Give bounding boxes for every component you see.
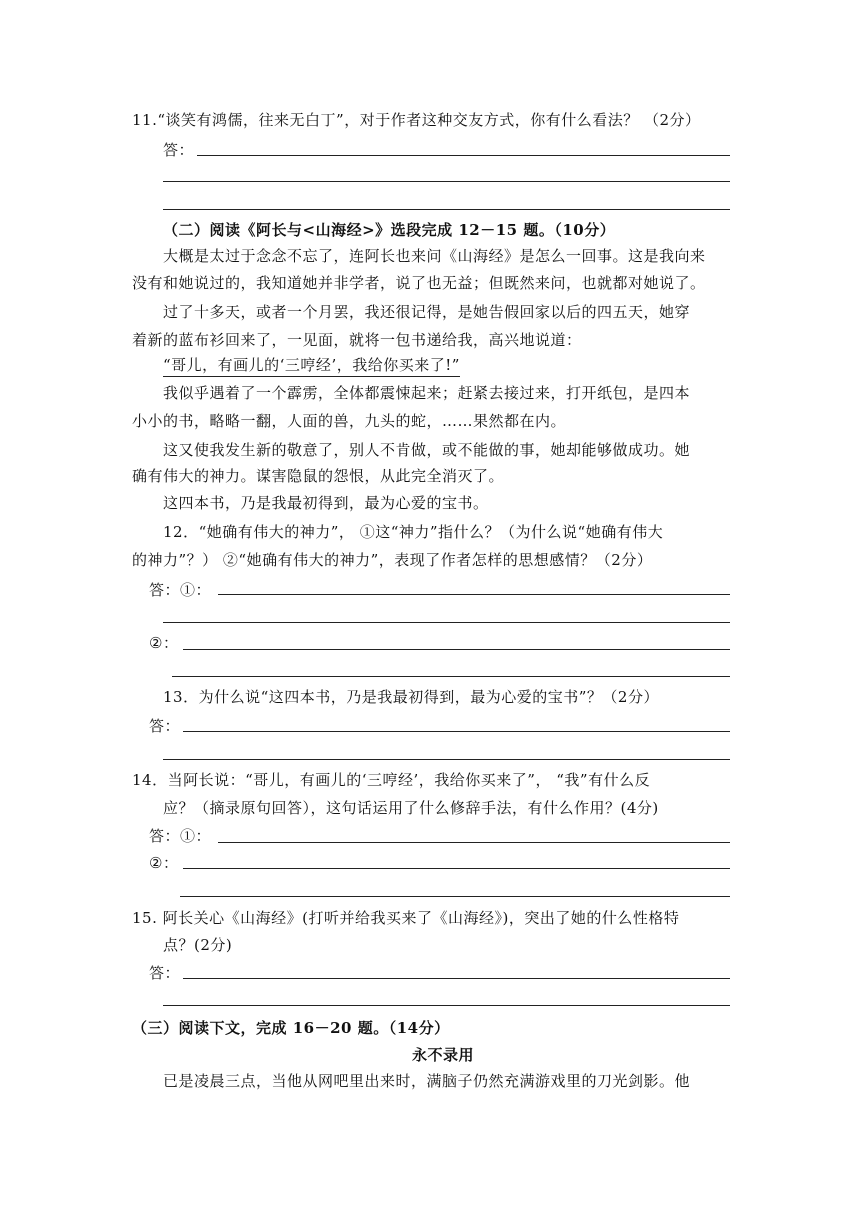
question-11: 11.“谈笑有鸿儒，往来无白丁”，对于作者这种交友方式，你有什么看法？ （2分） — [132, 111, 701, 129]
passage-line: 这又使我发生新的敬意了，别人不肯做，或不能做的事，她却能够做成功。她 — [163, 441, 691, 459]
answer-line — [172, 676, 730, 677]
passage-line: 大概是太过于念念不忘了，连阿长也来问《山海经》是怎么一回事。这是我向来 — [163, 247, 706, 265]
answer-line — [163, 759, 730, 760]
question-12-cont: 的神力”？） ②“她确有伟大的神力”，表现了作者怎样的思想感情？（2分） — [132, 551, 653, 569]
passage-line: 过了十多天，或者一个月罢，我还很记得，是她告假回家以后的四五天，她穿 — [163, 303, 691, 321]
answer-label: 答： — [149, 717, 181, 735]
passage-line: 我似乎遇着了一个霹雳，全体都震悚起来；赶紧去接过来，打开纸包，是四本 — [163, 384, 691, 402]
answer-line — [183, 868, 730, 869]
question-12: 12．“她确有伟大的神力”， ①这“神力”指什么？（为什么说“她确有伟大 — [163, 523, 664, 541]
question-14-cont: 应？（摘录原句回答），这句话运用了什么修辞手法，有什么作用？(4分) — [163, 799, 659, 817]
answer-line — [183, 978, 730, 979]
passage-line-underlined: “哥儿，有画儿的‘三哼经’，我给你买来了!” — [163, 355, 460, 377]
question-15-cont: 点？(2分) — [163, 936, 233, 954]
answer-line — [163, 1005, 730, 1006]
answer-line — [183, 649, 730, 650]
answer-line — [163, 181, 730, 182]
passage-line: 确有伟大的神力。谋害隐鼠的怨恨，从此完全消灭了。 — [132, 467, 505, 485]
section-3-title: （三）阅读下文，完成 16－20 题。（14分） — [132, 1019, 450, 1037]
answer-line — [183, 731, 730, 732]
passage-line: 小小的书，略略一翻，人面的兽，九头的蛇，……果然都在内。 — [132, 412, 567, 430]
answer-line — [163, 209, 730, 210]
answer-label: 答： — [149, 964, 181, 982]
answer-line — [218, 842, 730, 843]
passage-line: 这四本书，乃是我最初得到，最为心爱的宝书。 — [163, 494, 489, 512]
answer-line — [163, 622, 730, 623]
passage-line: 已是凌晨三点，当他从网吧里出来时，满脑子仍然充满游戏里的刀光剑影。他 — [163, 1072, 691, 1090]
question-15: 15. 阿长关心《山海经》(打听并给我买来了《山海经》)，突出了她的什么性格特 — [132, 909, 680, 927]
answer-label: 答：①： — [149, 581, 212, 599]
question-13: 13．为什么说“这四本书，乃是我最初得到，最为心爱的宝书”？（2分） — [163, 688, 659, 706]
answer-line — [218, 594, 730, 595]
passage-line: 没有和她说过的，我知道她并非学者，说了也无益；但既然来问，也就都对她说了。 — [132, 274, 706, 292]
answer-label: 答： — [163, 141, 195, 159]
answer-label: ②： — [149, 854, 179, 872]
story-title: 永不录用 — [412, 1046, 475, 1064]
answer-label: ②： — [149, 634, 179, 652]
answer-line — [197, 155, 730, 156]
answer-label: 答：①： — [149, 827, 212, 845]
section-2-title: （二）阅读《阿长与<山海经>》选段完成 12－15 题。（10分） — [163, 221, 616, 239]
question-14: 14．当阿长说：“哥儿，有画儿的‘三哼经’，我给你买来了”， “我”有什么反 — [132, 771, 651, 789]
answer-line — [180, 896, 730, 897]
passage-line: 着新的蓝布衫回来了，一见面，就将一包书递给我，高兴地说道： — [132, 331, 582, 349]
